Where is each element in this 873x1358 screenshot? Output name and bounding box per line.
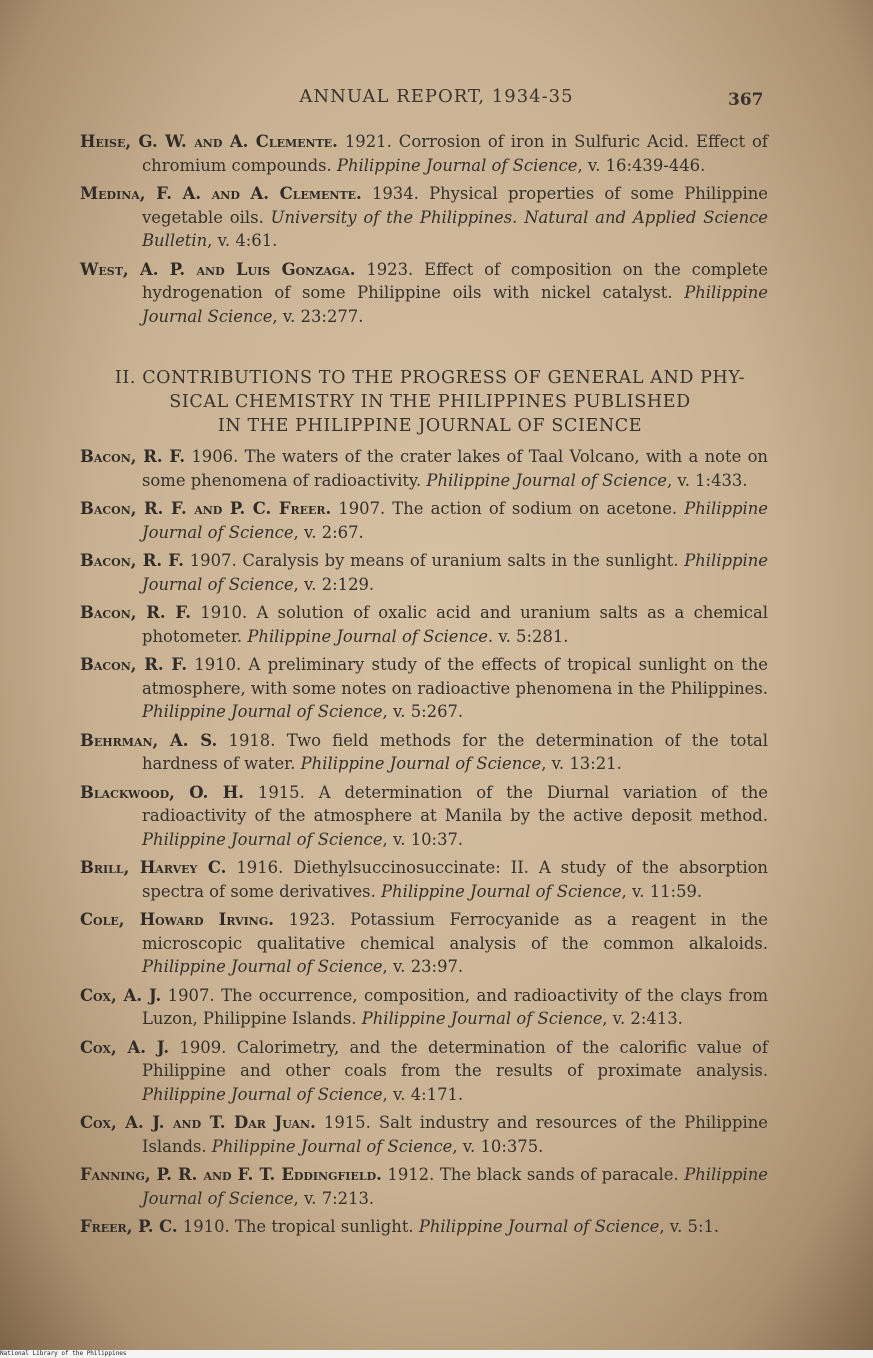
reference-journal: Philippine Journal of Science [142, 829, 383, 849]
reference-text: 1909. Calorimetry, and the determination of the calorific value of Philippine and other coals from the results of proximate analysis. [142, 1037, 768, 1080]
reference-text: 1910. A solution of oxalic acid and uranium salts as a chemical photometer. [142, 603, 768, 646]
reference-author: Bacon, R. F. [80, 447, 186, 466]
reference-entry [80, 601, 768, 648]
reference-entry [80, 908, 768, 979]
reference-author: West, A. P. and Luis Gonzaga. [80, 259, 356, 279]
running-header [0, 86, 873, 112]
reference-citation: , v. 1:433. [666, 470, 748, 490]
reference-text: 1915. Salt industry and resources of the Philippine Islands. [142, 1113, 769, 1156]
reference-citation: , v. 13:21. [541, 754, 622, 773]
reference-text: 1906. The waters of the crater lakes of Taal Volcano, with a note on some phenomena of radioactivity. [142, 447, 768, 490]
reference-list [80, 445, 768, 1244]
reference-journal: Philippine Journal of Science [361, 1009, 603, 1028]
reference-entry [80, 182, 768, 253]
reference-entry [80, 497, 768, 544]
reference-journal: Philippine Journal of Science [300, 754, 542, 773]
reference-text: 1923. Potassium Ferrocyanide as a reagent in the microscopic qualitative chemical analysis of the common alkaloids. [142, 910, 768, 953]
reference-citation: , v. 2:67. [293, 522, 364, 542]
reference-journal: Philippine Journal Science [142, 283, 768, 326]
reference-citation: , v. 11:59. [621, 881, 703, 901]
reference-journal: Philippine Journal of Science [381, 881, 622, 901]
reference-entry [80, 445, 768, 492]
reference-entry [80, 984, 768, 1031]
reference-author: Blackwood, O. H. [80, 782, 244, 802]
reference-citation: , v. 4:61. [207, 231, 278, 250]
reference-text: 1910. A preliminary study of the effects of tropical sunlight on the atmosphere, with some notes on radioactive phenomena in the Philippines. [142, 655, 769, 698]
section-heading [80, 366, 780, 438]
reference-author: Bacon, R. F. and P. C. Freer. [80, 499, 332, 518]
reference-author: Medina, F. A. and A. Clemente. [80, 184, 362, 203]
reference-text: 1910. The tropical sunlight. [177, 1217, 419, 1236]
reference-journal: Philippine Journal of Science [211, 1136, 453, 1156]
reference-text: 1916. Diethylsuccinosuccinate: II. A study of the absorption spectra of some derivatives. [142, 858, 768, 901]
reference-journal: Philippine Journal of Science [142, 957, 383, 976]
reference-text: 1934. Physical properties of some Philippine vegetable oils. [142, 184, 769, 227]
reference-journal: Philippine Journal of Science [336, 155, 578, 175]
reference-citation: , v. 4:171. [382, 1084, 464, 1104]
reference-text: 1907. Caralysis by means of uranium salts in the sunlight. [183, 551, 685, 570]
reference-text: 1923. Effect of composition on the complete hydrogenation of some Philippine oils with nickel catalyst. [142, 259, 768, 302]
reference-entry [80, 549, 768, 596]
reference-citation: , v. 10:37. [382, 829, 464, 849]
header-title: ANNUAL REPORT, 1934-35 [299, 86, 574, 107]
reference-citation: , v. 16:439-446. [577, 155, 706, 175]
reference-citation: . v. 5:281. [487, 626, 569, 646]
reference-journal: Philippine Journal of Science [142, 499, 768, 542]
reference-author: Heise, G. W. and A. Clemente. [80, 132, 338, 151]
reference-entry [80, 1111, 768, 1158]
reference-journal: Philippine Journal of Science [142, 1165, 768, 1208]
reference-journal: University of the Philippines. Natural and Applied Science Bulletin [142, 207, 769, 250]
reference-journal: Philippine Journal of Science [142, 1084, 383, 1104]
page-number: 367 [728, 90, 764, 110]
reference-text: 1918. Two field methods for the determination of the total hardness of water. [142, 730, 768, 773]
reference-entry [80, 1215, 768, 1239]
reference-citation: , v. 23:97. [382, 957, 464, 976]
section-heading-line: IN THE PHILIPPINE JOURNAL OF SCIENCE [217, 416, 643, 436]
reference-author: Behrman, A. S. [80, 730, 218, 750]
reference-journal: Philippine Journal of Science [418, 1217, 660, 1236]
reference-entry [80, 1036, 768, 1107]
reference-author: Bacon, R. F. [80, 551, 184, 570]
reference-citation: , v. 2:413. [602, 1009, 683, 1028]
reference-author: Bacon, R. F. [80, 655, 188, 674]
section-heading-line: SICAL CHEMISTRY IN THE PHILIPPINES PUBLISHED [169, 392, 691, 412]
reference-journal: Philippine Journal of Science [142, 551, 768, 594]
reference-author: Cole, Howard Irving. [80, 910, 274, 929]
reference-author: Fanning, P. R. and F. T. Eddingfield. [80, 1165, 382, 1184]
reference-entry [80, 856, 768, 903]
reference-author: Cox, A. J. [80, 985, 162, 1005]
reference-entry [80, 729, 768, 776]
reference-journal: Philippine Journal of Science [247, 626, 488, 646]
reference-entry [80, 781, 768, 852]
footer-credit: National Library of the Philippines [0, 1350, 127, 1357]
reference-text: 1915. A determination of the Diurnal variation of the radioactivity of the atmosphere at Manila by the active deposit method. [142, 782, 769, 825]
reference-author: Brill, Harvey C. [80, 858, 227, 877]
reference-entry [80, 130, 768, 177]
reference-entry [80, 1163, 768, 1210]
reference-citation: , v. 10:375. [452, 1136, 544, 1156]
reference-citation: , v. 7:213. [293, 1188, 375, 1208]
reference-entry [80, 653, 768, 724]
reference-author: Cox, A. J. [80, 1037, 170, 1057]
reference-journal: Philippine Journal of Science [426, 470, 667, 490]
reference-author: Cox, A. J. and T. Dar Juan. [80, 1113, 316, 1132]
reference-text: 1907. The action of sodium on acetone. [331, 499, 685, 518]
reference-list-top [80, 130, 768, 333]
reference-citation: , v. 2:129. [293, 574, 375, 594]
reference-journal: Philippine Journal of Science [142, 702, 383, 721]
reference-citation: , v. 23:277. [272, 306, 364, 326]
reference-author: Bacon, R. F. [80, 603, 192, 622]
reference-entry [80, 258, 768, 329]
reference-text: 1907. The occurrence, composition, and radioactivity of the clays from Luzon, Philippine Islands. [142, 985, 768, 1028]
reference-text: 1912. The black sands of paracale. [381, 1165, 685, 1184]
reference-author: Freer, P. C. [80, 1217, 178, 1236]
section-heading-line: II. CONTRIBUTIONS TO THE PROGRESS OF GENERAL AND PHY- [114, 368, 746, 388]
reference-citation: , v. 5:267. [382, 702, 464, 721]
footer-strip [0, 1350, 873, 1358]
reference-citation: , v. 5:1. [659, 1217, 720, 1236]
reference-text: 1921. Corrosion of iron in Sulfuric Acid. Effect of chromium compounds. [142, 132, 768, 175]
